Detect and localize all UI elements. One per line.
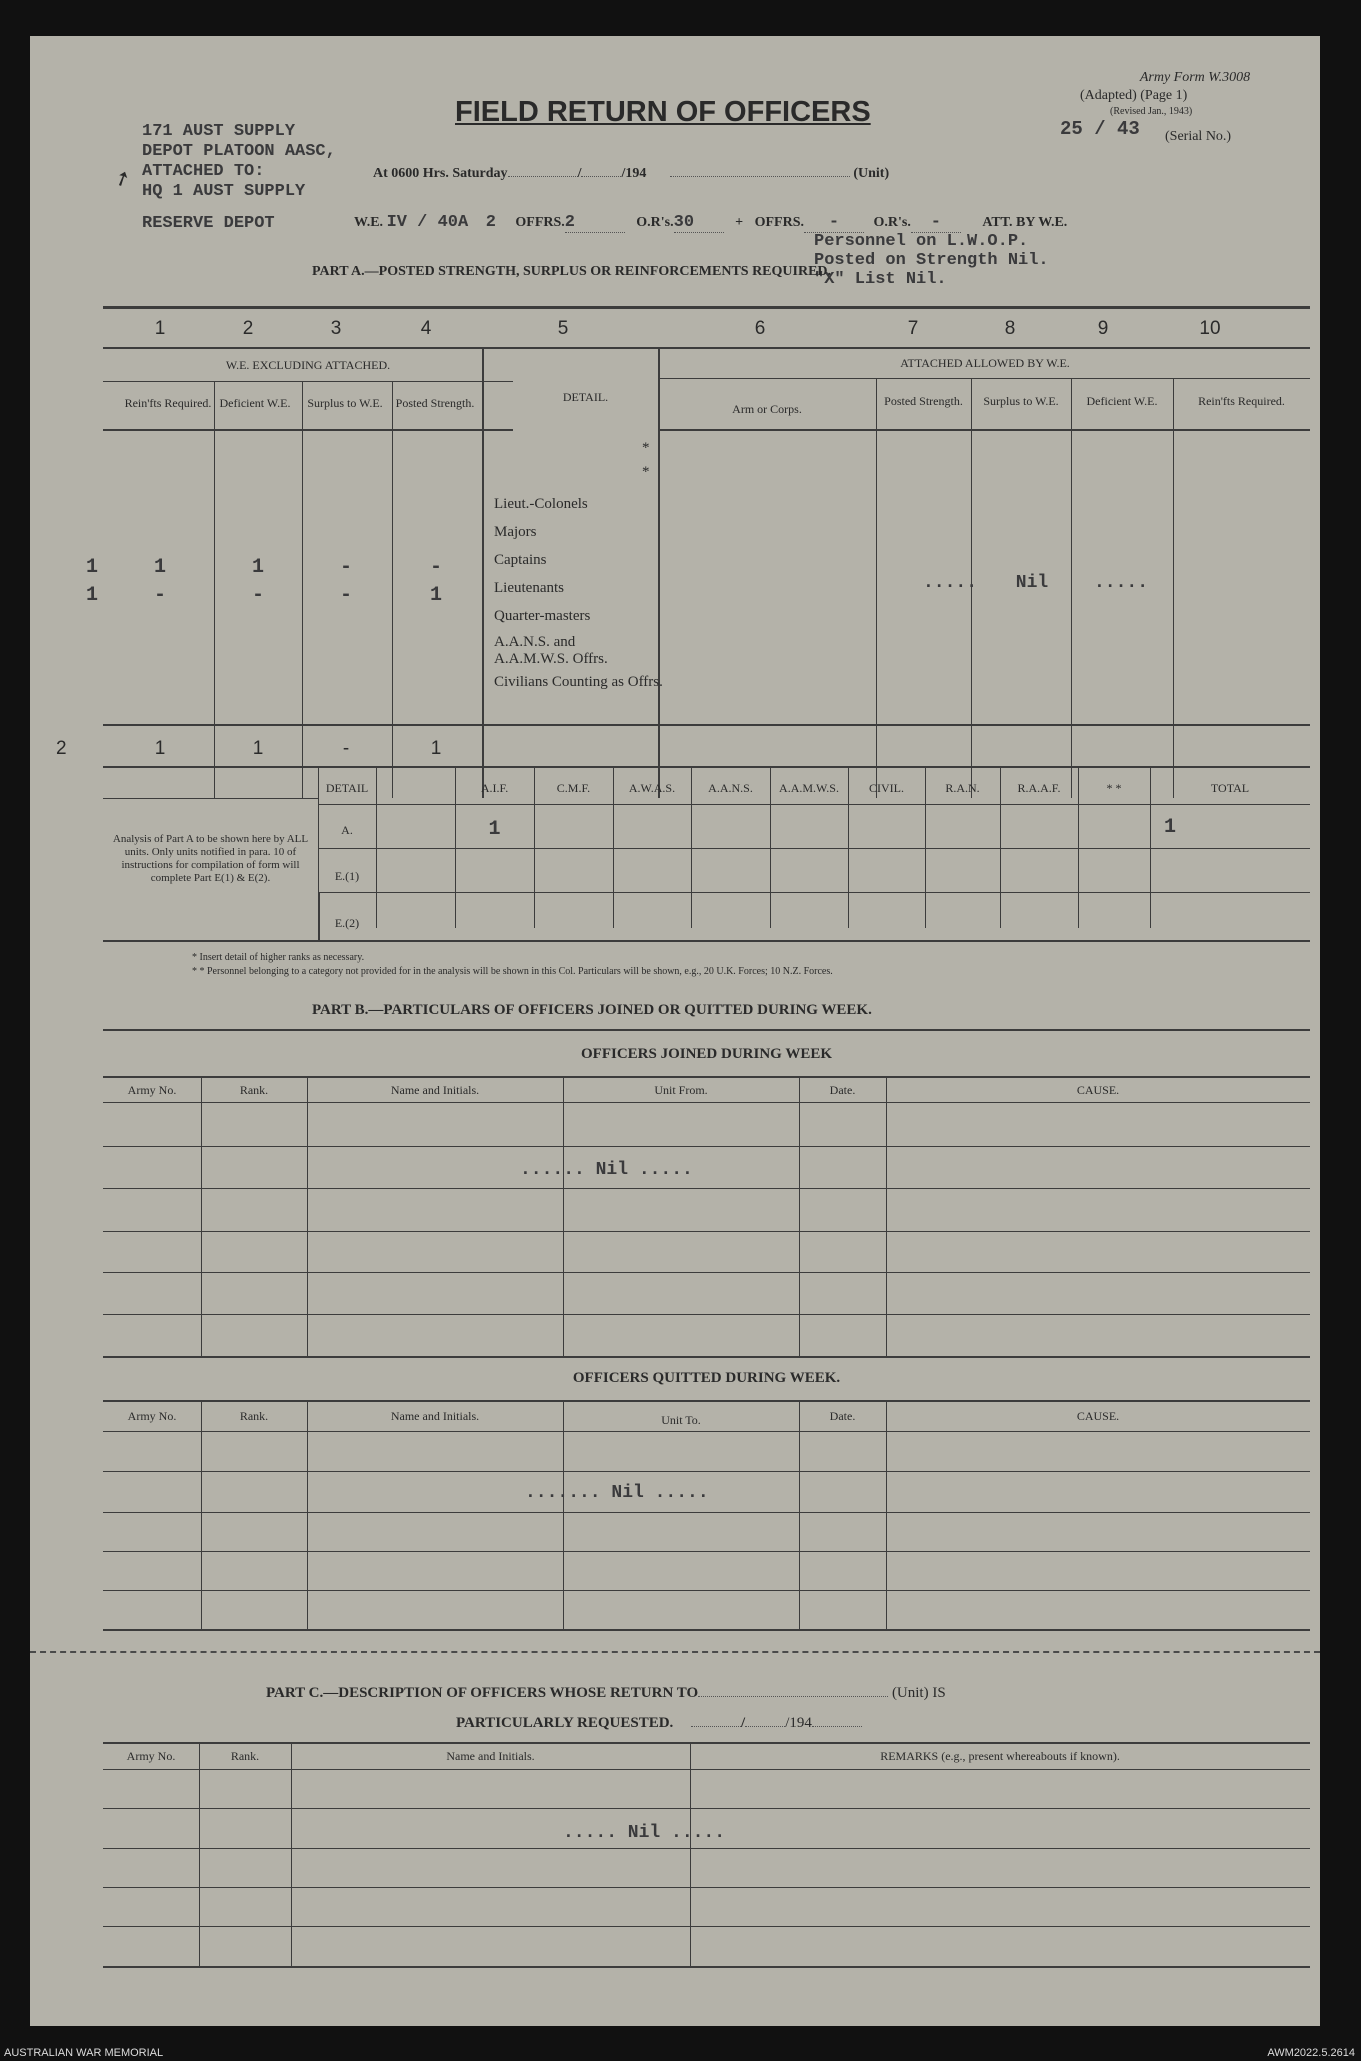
serial-label: (Serial No.) (1165, 129, 1232, 144)
rule (103, 766, 1310, 768)
form-page (30, 36, 1320, 2026)
rule (103, 1314, 1310, 1315)
rule (103, 1887, 1310, 1888)
header-att-reinf: Rein'fts Required. (1198, 394, 1285, 408)
header-att-deficient: Deficient W.E. (1086, 394, 1158, 408)
header-posted: Posted Strength. (395, 396, 475, 410)
rule (103, 1146, 1310, 1147)
header-reinf: Rein'fts Required. (124, 396, 212, 410)
captains-reinf: 1 (153, 556, 166, 579)
rule (318, 848, 1310, 849)
part-c-header-name: Name and Initials. (446, 1749, 535, 1763)
analysis-header: A.W.A.S. (628, 781, 676, 795)
rule (103, 1471, 1310, 1472)
col-number: 10 (1199, 318, 1221, 339)
rule (563, 1400, 564, 1629)
form-revised: (Revised Jan., 1943) (1110, 106, 1193, 117)
rule (103, 1231, 1310, 1232)
total-margin: 2 (56, 738, 67, 759)
analysis-header: R.A.N. (945, 781, 980, 795)
rule (103, 1808, 1310, 1809)
rule (103, 1102, 1310, 1103)
part-c-header-army-no: Army No. (126, 1749, 176, 1763)
rule (103, 1590, 1310, 1591)
joined-header-unit: Unit From. (654, 1083, 708, 1097)
captains-posted: - (429, 556, 442, 579)
rule (392, 381, 393, 798)
rule (103, 1629, 1310, 1631)
col-number: 3 (330, 318, 342, 339)
header-arm: Arm or Corps. (732, 402, 802, 416)
asterisk: * (642, 464, 650, 480)
unit-line: HQ 1 AUST SUPPLY (142, 182, 306, 201)
rule (103, 1551, 1310, 1552)
rule (103, 1431, 1310, 1432)
rule (563, 1076, 564, 1356)
header-surplus: Surplus to W.E. (307, 396, 383, 410)
lieutenants-posted: 1 (429, 584, 442, 607)
captains-margin: 1 (86, 556, 99, 579)
rule (318, 804, 1310, 805)
rank-captains: Captains (494, 552, 547, 568)
lieutenants-deficient: - (251, 584, 264, 607)
rule (1173, 378, 1174, 798)
quitted-header-date: Date. (829, 1409, 856, 1423)
captains-surplus: - (339, 556, 352, 579)
rule (291, 1742, 292, 1966)
joined-title: OFFICERS JOINED DURING WEEK (580, 1046, 832, 1062)
rule (103, 724, 1310, 726)
rule (103, 1400, 1310, 1402)
rule (103, 429, 513, 431)
col-number: 5 (557, 318, 569, 339)
unit-line: 171 AUST SUPPLY (142, 122, 296, 141)
analysis-header: C.M.F. (556, 781, 591, 795)
analysis-header: DETAIL (325, 781, 369, 795)
rank-qm: Quarter-masters (494, 608, 591, 624)
unit-line: DEPOT PLATOON AASC, (142, 142, 336, 161)
col-number: 8 (1004, 318, 1016, 339)
col-number: 4 (420, 318, 432, 339)
rule (103, 1356, 1310, 1358)
rank-lieutenants: Lieutenants (494, 580, 564, 596)
we-line: W.E. IV / 40A 2 OFFRS.2 O.R's.30 + OFFRS. - O.R's. - ATT. BY W.E. (354, 213, 1068, 232)
asterisk: * (642, 440, 650, 456)
part-c-header-rank: Rank. (230, 1749, 260, 1763)
rule (103, 1272, 1310, 1273)
rule (799, 1076, 800, 1356)
rule (886, 1076, 887, 1356)
at-line: At 0600 Hrs. Saturday / /194 (Unit) (373, 166, 890, 181)
quitted-header-name: Name and Initials. (390, 1409, 480, 1423)
joined-header-date: Date. (829, 1083, 856, 1097)
serial-number: 25 / 43 (1060, 118, 1140, 140)
quitted-typed: ....... Nil ..... (525, 1483, 709, 1503)
rank-list (494, 490, 664, 691)
rule (201, 1400, 202, 1629)
analysis-header: CIVIL. (869, 781, 904, 795)
lieutenants-surplus: - (339, 584, 352, 607)
rule (376, 766, 377, 928)
total-surplus: - (342, 738, 350, 759)
analysis-note: Analysis of Part A to be shown here by ALL units. Only units notified in para. 10 of instructions for compilation of form will complete Part E(1) & E(2). (112, 833, 309, 884)
col-number: 6 (754, 318, 766, 339)
analysis-header: * * (1106, 781, 1122, 795)
col-number: 2 (242, 318, 254, 339)
we-excl-label: W.E. EXCLUDING ATTACHED. (225, 358, 391, 372)
footnote-1: * Insert detail of higher ranks as necessary. (192, 952, 365, 963)
lieutenants-margin: 1 (86, 584, 99, 607)
part-c-title-2: PARTICULARLY REQUESTED. / /194 (456, 1715, 862, 1732)
rule (103, 1742, 1310, 1744)
unit-typed (142, 122, 336, 234)
rule (103, 1769, 1310, 1770)
col-number: 9 (1097, 318, 1109, 339)
analysis-a-total: 1 (1164, 816, 1177, 839)
rank-aans: A.A.N.S. and A.A.M.W.S. Offrs. (494, 634, 608, 667)
rule (103, 1076, 1310, 1078)
col-number: 1 (154, 318, 166, 339)
total-posted: 1 (430, 738, 442, 759)
analysis-header: A.A.M.W.S. (779, 781, 839, 795)
captains-deficient: 1 (251, 556, 264, 579)
quitted-title: OFFICERS QUITTED DURING WEEK. (572, 1370, 841, 1386)
lieutenants-reinf: - (153, 584, 166, 607)
rule (307, 1400, 308, 1629)
rule (103, 1512, 1310, 1513)
joined-header-cause: CAUSE. (1076, 1083, 1120, 1097)
analysis-header: TOTAL (1210, 781, 1250, 795)
rule (201, 1076, 202, 1356)
analysis-a-aif: 1 (488, 818, 501, 841)
part-c-title: PART C.—DESCRIPTION OF OFFICERS WHOSE RETURN TO (Unit) IS (266, 1685, 946, 1701)
quitted-header-unit: Unit To. (661, 1413, 701, 1427)
rule (103, 1966, 1310, 1968)
form-number: Army Form W.3008 (1139, 70, 1251, 85)
header-att-surplus: Surplus to W.E. (983, 394, 1059, 408)
rule (103, 798, 318, 799)
rule (302, 381, 303, 798)
perforation-line (30, 1651, 1320, 1653)
rule (799, 1400, 800, 1629)
part-a-title: PART A.—POSTED STRENGTH, SURPLUS OR REINFORCEMENTS REQUIRED. (312, 264, 832, 279)
part-b-title: PART B.—PARTICULARS OF OFFICERS JOINED OR QUITTED DURING WEEK. (312, 1002, 872, 1018)
rule (103, 1926, 1310, 1927)
rule (103, 1029, 1310, 1031)
arrow-icon: ➚ (110, 165, 135, 193)
note-x-list: "X" List Nil. (814, 270, 947, 289)
typed-notes (814, 232, 1049, 289)
footer-left: AUSTRALIAN WAR MEMORIAL (4, 2047, 164, 2059)
rule (214, 381, 215, 798)
header-deficient: Deficient W.E. (219, 396, 291, 410)
analysis-row-e1: E.(1) (334, 869, 360, 883)
attached-label: ATTACHED ALLOWED BY W.E. (900, 356, 1070, 370)
note-posted: Posted on Strength Nil. (814, 251, 1049, 270)
unit-line: RESERVE DEPOT (142, 214, 275, 233)
rule (103, 381, 513, 382)
header-att-posted: Posted Strength. (884, 394, 963, 408)
part-c-header-remarks: REMARKS (e.g., present whereabouts if known). (880, 1749, 1120, 1763)
joined-typed: ...... Nil ..... (520, 1160, 693, 1180)
header-detail: DETAIL. (562, 390, 609, 404)
note-lwop: Personnel on L.W.O.P. (814, 232, 1029, 251)
analysis-header: A.A.N.S. (708, 781, 753, 795)
form-adapted: (Adapted) (Page 1) (1080, 88, 1188, 103)
rule (103, 347, 1310, 349)
analysis-row-e2: E.(2) (334, 916, 360, 930)
joined-header-army-no: Army No. (127, 1083, 177, 1097)
quitted-header-army-no: Army No. (127, 1409, 177, 1423)
unit-line: ATTACHED TO: (142, 162, 265, 181)
footnote-2: * * Personnel belonging to a category not provided for in the analysis will be shown in this Col. Particulars will be shown, e.g., 20 U.K. Forces; 10 N.Z. Forces. (192, 966, 833, 977)
att-deficient-typed: ..... (1093, 573, 1148, 593)
rule (482, 347, 484, 798)
quitted-header-cause: CAUSE. (1076, 1409, 1120, 1423)
att-surplus-typed: Nil (1015, 573, 1049, 593)
rule (307, 1076, 308, 1356)
att-posted-typed: ..... (922, 573, 977, 593)
rule (658, 378, 1310, 379)
part-c-typed: ..... Nil ..... (563, 1823, 726, 1843)
rank-majors: Majors (494, 524, 537, 540)
total-reinf: 1 (154, 738, 166, 759)
rule (318, 892, 320, 940)
page-title: FIELD RETURN OF OFFICERS (455, 96, 871, 128)
rule (876, 378, 877, 798)
rule (103, 1188, 1310, 1189)
rule (690, 1742, 691, 1966)
rank-lt-colonels: Lieut.-Colonels (494, 496, 588, 512)
joined-header-name: Name and Initials. (390, 1083, 480, 1097)
rule (658, 429, 1310, 431)
rule (103, 1848, 1310, 1849)
rank-civilians: Civilians Counting as Offrs. (494, 674, 663, 690)
rule (318, 892, 1310, 893)
col-number: 7 (907, 318, 919, 339)
joined-header-rank: Rank. (239, 1083, 269, 1097)
analysis-row-a: A. (341, 823, 353, 837)
rule (886, 1400, 887, 1629)
quitted-header-rank: Rank. (239, 1409, 269, 1423)
footer-right: AWM2022.5.2614 (1267, 2047, 1355, 2059)
rule (103, 940, 1310, 942)
rule (199, 1742, 200, 1966)
analysis-header: A.I.F. (480, 781, 509, 795)
rule (103, 306, 1310, 309)
analysis-header: R.A.A.F. (1017, 781, 1061, 795)
total-deficient: 1 (252, 738, 264, 759)
